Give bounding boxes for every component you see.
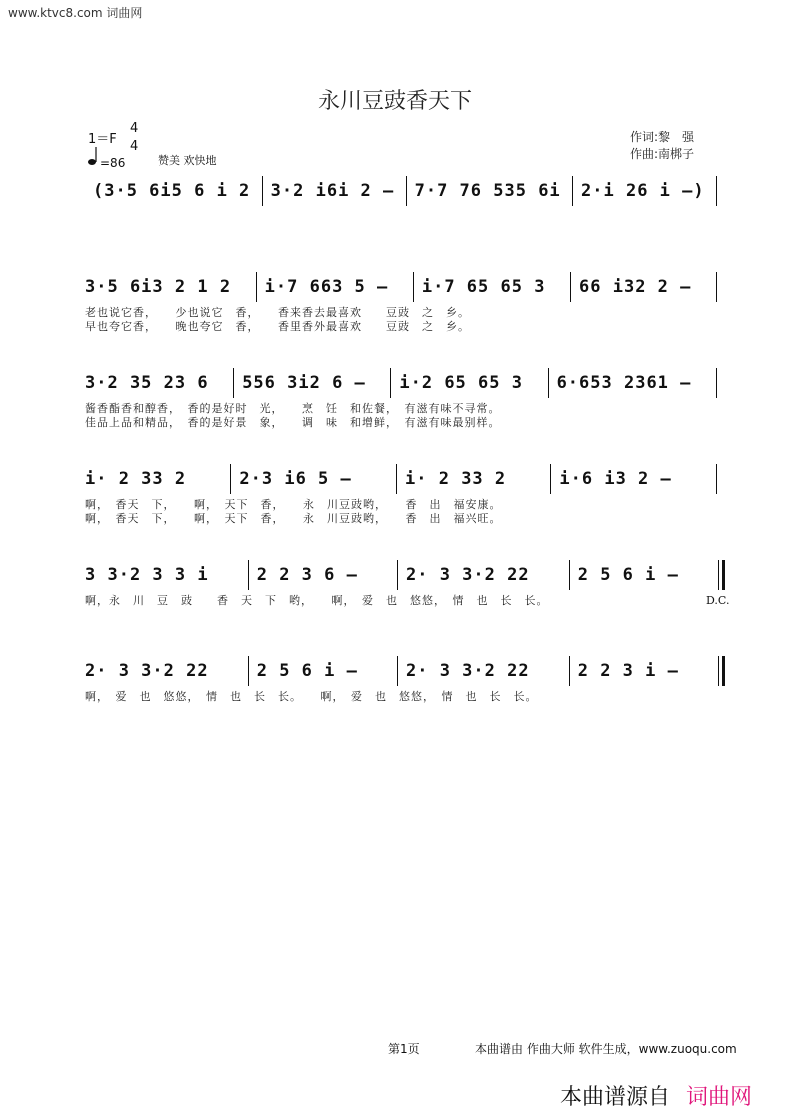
page-number: 第1页 xyxy=(388,1042,420,1056)
expression-marking: 赞美 欢快地 xyxy=(158,154,217,167)
measure: 2·i 26 i –) xyxy=(581,181,705,201)
lyric-line: 早也夸它香， 晚也夸它 香， 香里香外最喜欢 豆豉 之 乡。 xyxy=(85,320,470,333)
measure: 66 i32 2 – xyxy=(579,277,692,297)
final-barline xyxy=(718,656,725,686)
final-barline xyxy=(718,560,725,590)
lyric-line: 啊， 爱 也 悠悠， 情 也 长 长。 啊， 爱 也 悠悠， 情 也 长 长。 xyxy=(85,690,538,703)
measure: i·6 i3 2 – xyxy=(559,469,672,489)
source-label: 本曲谱源自 xyxy=(560,1085,671,1110)
measure: (3·5 6i5 6 i 2 xyxy=(93,181,251,201)
composer-credit: 作曲:南梆子 xyxy=(630,147,695,161)
tempo-marking: =86 xyxy=(100,156,126,170)
measure: 2· 3 3·2 22 xyxy=(406,565,530,585)
measure: 3·5 6i3 2 1 2 xyxy=(85,277,232,297)
time-signature-bottom: 4 xyxy=(130,139,139,154)
measure: 3·2 i6i 2 – xyxy=(270,181,395,201)
lyric-line: 啊， 香天 下， 啊， 天下 香， 永 川豆豉哟， 香 出 福安康。 xyxy=(85,498,502,511)
measure: 2· 3 3·2 22 xyxy=(85,661,209,681)
measure: i· 2 33 2 xyxy=(85,469,187,489)
source-brand: 词曲网 xyxy=(686,1085,753,1110)
measure: 2 2 3 6 – xyxy=(256,565,358,585)
measure: 2 5 6 i – xyxy=(577,565,679,585)
measure: i·7 663 5 – xyxy=(264,277,389,297)
time-signature xyxy=(130,120,138,156)
score-row-6 xyxy=(85,656,725,686)
measure: i·2 65 65 3 xyxy=(399,373,523,393)
lyricist-credit: 作词:黎 强 xyxy=(630,130,695,144)
measure: 2· 3 3·2 22 xyxy=(406,661,530,681)
lyric-line: 啊，永 川 豆 豉 香 天 下 哟， 啊， 爱 也 悠悠， 情 也 长 长。 xyxy=(85,594,549,607)
lyric-line: 酱香酯香和醇香， 香的是好时 光， 烹 饪 和佐餐， 有滋有味不寻常。 xyxy=(85,402,501,415)
lyric-line: 啊， 香天 下， 啊， 天下 香， 永 川豆豉哟， 香 出 福兴旺。 xyxy=(85,512,502,525)
measure: 2 2 3 i – xyxy=(577,661,679,681)
measure: 6·653 2361 – xyxy=(556,373,692,393)
measure: 2·3 i6 5 – xyxy=(239,469,352,489)
score-row-2 xyxy=(85,272,725,302)
measure: 3 3·2 3 3 i xyxy=(85,565,209,585)
measure: i·7 65 65 3 xyxy=(421,277,546,297)
time-signature-top: 4 xyxy=(130,121,139,136)
quarter-note-icon xyxy=(88,146,98,166)
generator-credit: 本曲谱由 作曲大师 软件生成，www.zuoqu.com xyxy=(475,1042,737,1056)
da-capo-marking: D.C. xyxy=(706,594,730,607)
measure: 7·7 76 535 6i xyxy=(414,181,561,201)
measure: 556 3i2 6 – xyxy=(242,373,366,393)
key-signature: 1＝F xyxy=(88,132,117,147)
score-row-4 xyxy=(85,464,725,494)
measure: i· 2 33 2 xyxy=(405,469,507,489)
score-row-5 xyxy=(85,560,725,590)
score-row-3 xyxy=(85,368,725,398)
score-row-1 xyxy=(85,176,725,206)
site-header: www.ktvc8.com 词曲网 xyxy=(8,6,143,20)
measure: 2 5 6 i – xyxy=(256,661,358,681)
lyric-line: 老也说它香， 少也说它 香， 香来香去最喜欢 豆豉 之 乡。 xyxy=(85,306,470,319)
measure: 3·2 35 23 6 xyxy=(85,373,209,393)
song-title: 永川豆豉香天下 xyxy=(317,89,472,114)
lyric-line: 佳品上品和精品， 香的是好景 象， 调 味 和增鲜， 有滋有味最别样。 xyxy=(85,416,501,429)
